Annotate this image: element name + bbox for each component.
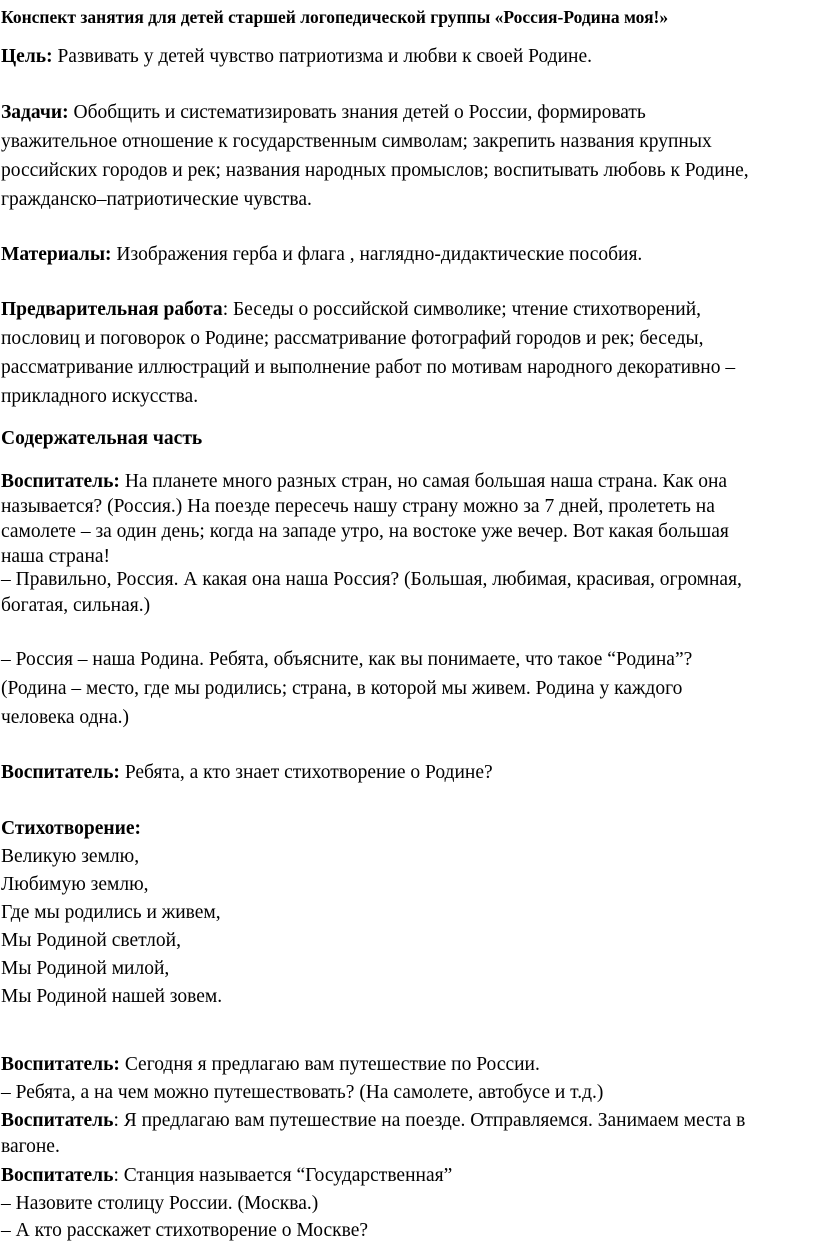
dialog2-line-2: (Родина – место, где мы родились; страна, в которой мы живем. Родина у каждого [1,678,683,699]
dialog1-line-1: Воспитатель: На планете много разных стран, но самая большая наша страна. Как она [1,471,728,492]
dialog4-line-6: – Назовите столицу России. (Москва.) [1,1193,319,1214]
teacher-label: Воспитатель [1,1165,114,1186]
poem-line-2: Любимую землю, [1,874,149,895]
dialog1-line-2: называется? (Россия.) На поезде пересечь нашу страну можно за 7 дней, пролететь на [1,496,715,517]
dialog4-line-3: Воспитатель: Я предлагаю вам путешествие на поезде. Отправляемся. Занимаем места в [1,1110,746,1131]
goal-paragraph [1,45,592,69]
dialog1-line-5: – Правильно, Россия. А какая она наша Россия? (Большая, любимая, красивая, огромная, [1,569,742,590]
poem-line-5: Мы Родиной милой, [1,958,170,979]
teacher-label: Воспитатель: [1,1054,120,1075]
teacher-label: Воспитатель: [1,762,120,783]
materials-paragraph [1,243,642,267]
prep-line-1: Предварительная работа: Беседы о российской символике; чтение стихотворений, [1,299,702,320]
tasks-line-2: уважительное отношение к государственным символам; закрепить названия крупных [1,131,712,152]
dialog1-line-4: наша страна! [1,546,111,567]
document-title: Конспект занятия для детей старшей логопедической группы «Россия-Родина моя!» [1,7,669,27]
poem-line-4: Мы Родиной светлой, [1,930,181,951]
dialog4-line-4: вагоне. [1,1136,60,1157]
prep-line-4: прикладного искусства. [1,386,199,407]
tasks-line-1: Задачи: Обобщить и систематизировать знания детей о России, формировать [1,102,646,123]
dialog4-line-7: – А кто расскажет стихотворение о Москве? [1,1220,369,1241]
dialog4-line-2: – Ребята, а на чем можно путешествовать? (На самолете, автобусе и т.д.) [1,1082,604,1103]
tasks-label: Задачи: [1,102,69,123]
dialog2-line-3: человека одна.) [1,707,129,728]
teacher-label: Воспитатель: [1,471,120,492]
dialog1-line-6: богатая, сильная.) [1,595,151,616]
materials-label: Материалы: [1,244,112,265]
prep-line-3: рассматривание иллюстраций и выполнение работ по мотивам народного декоративно – [1,357,736,378]
poem-line-1: Великую землю, [1,846,140,867]
goal-text: Развивать у детей чувство патриотизма и любви к своей Родине. [52,46,592,67]
tasks-line-3: российских городов и рек; названия народных промыслов; воспитывать любовь к Родине, [1,160,749,181]
dialog4-line-1: Воспитатель: Сегодня я предлагаю вам путешествие по России. [1,1054,540,1075]
prep-line-2: пословиц и поговорок о Родине; рассматривание фотографий городов и рек; беседы, [1,328,704,349]
dialog1-line-3: самолете – за один день; когда на западе утро, на востоке уже вечер. Вот какая большая [1,521,729,542]
goal-label: Цель: [1,46,53,67]
dialog4-line-5: Воспитатель: Станция называется “Государственная” [1,1165,453,1186]
poem-line-6: Мы Родиной нашей зовем. [1,986,223,1007]
content-heading: Содержательная часть [1,428,203,449]
prep-label: Предварительная работа [1,299,223,320]
poem-heading: Стихотворение: [1,818,141,839]
dialog2-line-1: – Россия – наша Родина. Ребята, объясните, как вы понимаете, что такое “Родина”? [1,649,693,670]
poem-line-3: Где мы родились и живем, [1,902,221,923]
tasks-line-4: гражданско–патриотические чувства. [1,189,312,210]
materials-text: Изображения герба и флага , наглядно-дидактические пособия. [111,244,643,265]
dialog3-line: Воспитатель: Ребята, а кто знает стихотворение о Родине? [1,762,493,783]
teacher-label: Воспитатель [1,1110,114,1131]
